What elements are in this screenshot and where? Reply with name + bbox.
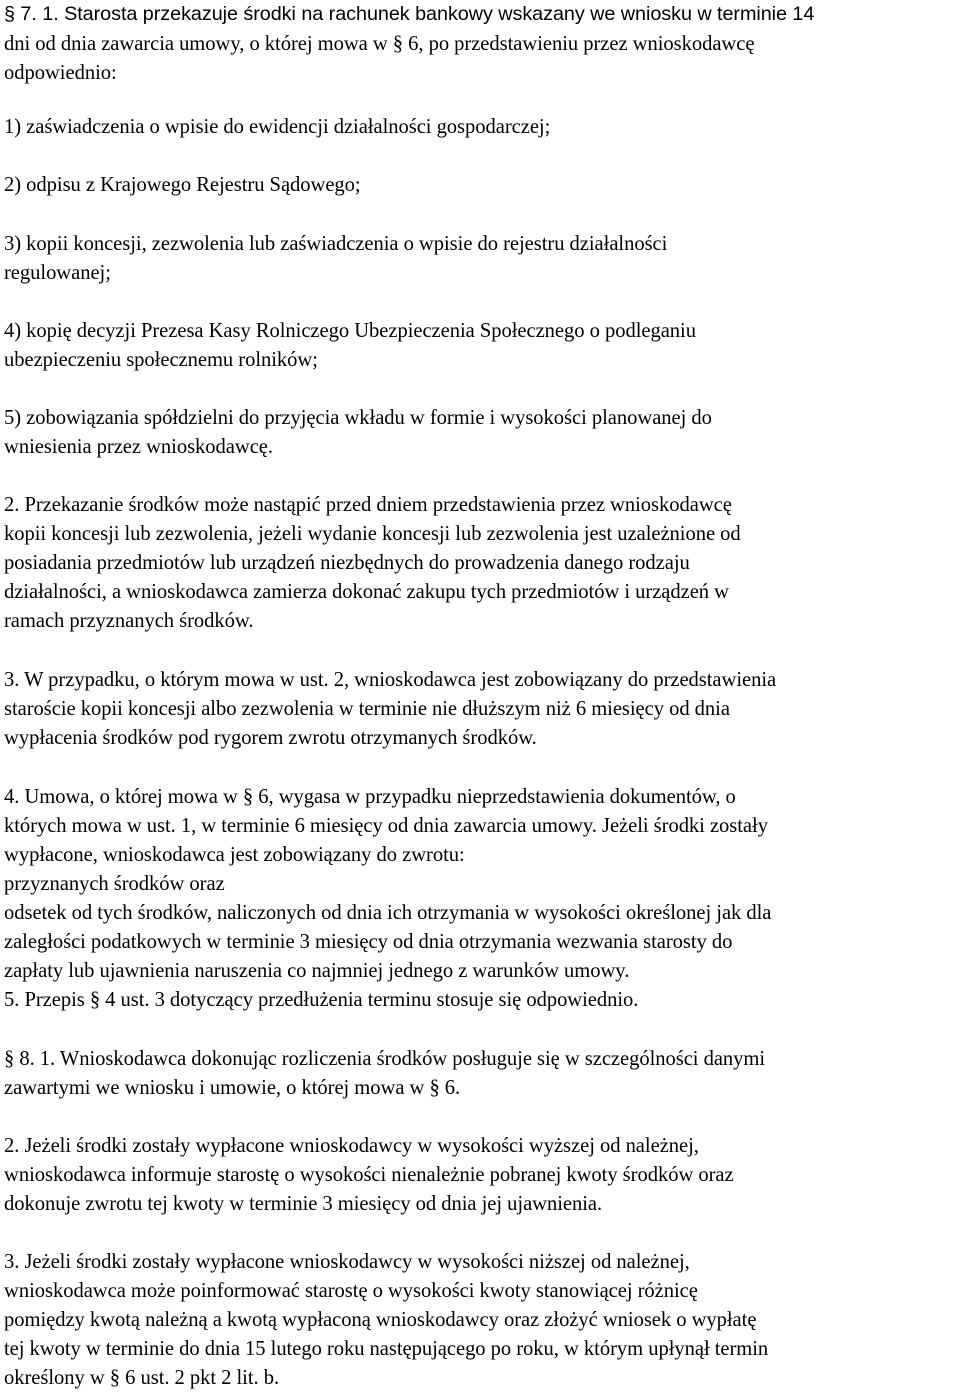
paragraph-7-1-line-2: dni od dnia zawarcia umowy, o której mowa w § 6, po przedstawieniu przez wnioskodawcę (4, 33, 755, 55)
paragraph-8-3-line-1: 3. Jeżeli środki zostały wypłacone wnioskodawcy w wysokości niższej od należnej, (4, 1251, 690, 1273)
paragraph-7-2-line-5: ramach przyznanych środków. (4, 610, 254, 632)
paragraph-7-1-line-1: § 7. 1. Starosta przekazuje środki na rachunek bankowy wskazany we wniosku w terminie 14 (4, 3, 815, 25)
paragraph-8-2-line-3: dokonuje zwrotu tej kwoty w terminie 3 miesięcy od dnia jej ujawnienia. (4, 1193, 603, 1215)
list-item-4-line-1: 4) kopię decyzji Prezesa Kasy Rolniczego Ubezpieczenia Społecznego o podleganiu (4, 320, 696, 342)
paragraph-7-4-line-5: odsetek od tych środków, naliczonych od dnia ich otrzymania w wysokości określonej jak dla (4, 902, 772, 924)
paragraph-8-3-line-5: określony w § 6 ust. 2 pkt 2 lit. b. (4, 1367, 280, 1389)
paragraph-7-1-line-3: odpowiednio: (4, 62, 117, 84)
paragraph-7-3-line-3: wypłacenia środków pod rygorem zwrotu otrzymanych środków. (4, 727, 537, 749)
list-item-3-line-1: 3) kopii koncesji, zezwolenia lub zaświadczenia o wpisie do rejestru działalności (4, 233, 668, 255)
list-item-2: 2) odpisu z Krajowego Rejestru Sądowego; (4, 174, 361, 196)
paragraph-8-3-line-3: pomiędzy kwotą należną a kwotą wypłaconą wnioskodawcy oraz złożyć wniosek o wypłatę (4, 1309, 757, 1331)
paragraph-8-1-line-2: zawartymi we wniosku i umowie, o której mowa w § 6. (4, 1077, 461, 1099)
paragraph-8-1-line-1: § 8. 1. Wnioskodawca dokonując rozliczenia środków posługuje się w szczególności danymi (4, 1048, 766, 1070)
paragraph-8-2-line-2: wnioskodawca informuje starostę o wysokości nienależnie pobranej kwoty środków oraz (4, 1164, 734, 1186)
paragraph-7-2-line-3: posiadania przedmiotów lub urządzeń niezbędnych do prowadzenia danego rodzaju (4, 552, 690, 574)
paragraph-7-4-line-4: przyznanych środków oraz (4, 873, 225, 895)
paragraph-8-3-line-4: tej kwoty w terminie do dnia 15 lutego roku następującego po roku, w którym upłynął termin (4, 1338, 769, 1360)
paragraph-7-3-line-1: 3. W przypadku, o którym mowa w ust. 2, wnioskodawca jest zobowiązany do przedstawienia (4, 669, 777, 691)
list-item-1: 1) zaświadczenia o wpisie do ewidencji działalności gospodarczej; (4, 116, 551, 138)
paragraph-7-4-line-1: 4. Umowa, o której mowa w § 6, wygasa w przypadku nieprzedstawienia dokumentów, o (4, 786, 736, 808)
paragraph-7-2-line-2: kopii koncesji lub zezwolenia, jeżeli wydanie koncesji lub zezwolenia jest uzależnione od (4, 523, 741, 545)
paragraph-7-2-line-4: działalności, a wnioskodawca zamierza dokonać zakupu tych przedmiotów i urządzeń w (4, 581, 729, 603)
list-item-5-line-1: 5) zobowiązania spółdzielni do przyjęcia wkładu w formie i wysokości planowanej do (4, 407, 712, 429)
list-item-4-line-2: ubezpieczeniu społecznemu rolników; (4, 349, 318, 371)
list-item-5-line-2: wniesienia przez wnioskodawcę. (4, 436, 273, 458)
list-item-3-line-2: regulowanej; (4, 262, 111, 284)
paragraph-7-2-line-1: 2. Przekazanie środków może nastąpić przed dniem przedstawienia przez wnioskodawcę (4, 494, 732, 516)
paragraph-8-2-line-1: 2. Jeżeli środki zostały wypłacone wnioskodawcy w wysokości wyższej od należnej, (4, 1135, 699, 1157)
paragraph-8-3-line-2: wnioskodawca może poinformować starostę o wysokości kwoty stanowiącej różnicę (4, 1280, 698, 1302)
paragraph-7-4-line-3: wypłacone, wnioskodawca jest zobowiązany do zwrotu: (4, 844, 465, 866)
paragraph-7-4-line-6: zaległości podatkowych w terminie 3 miesięcy od dnia otrzymania wezwania starosty do (4, 931, 733, 953)
paragraph-7-4-line-2: których mowa w ust. 1, w terminie 6 miesięcy od dnia zawarcia umowy. Jeżeli środki zostały (4, 815, 768, 837)
paragraph-7-4-line-7: zapłaty lub ujawnienia naruszenia co najmniej jednego z warunków umowy. (4, 960, 630, 982)
paragraph-7-3-line-2: staroście kopii koncesji albo zezwolenia w terminie nie dłuższym niż 6 miesięcy od dnia (4, 698, 730, 720)
paragraph-7-5: 5. Przepis § 4 ust. 3 dotyczący przedłużenia terminu stosuje się odpowiednio. (4, 989, 639, 1011)
